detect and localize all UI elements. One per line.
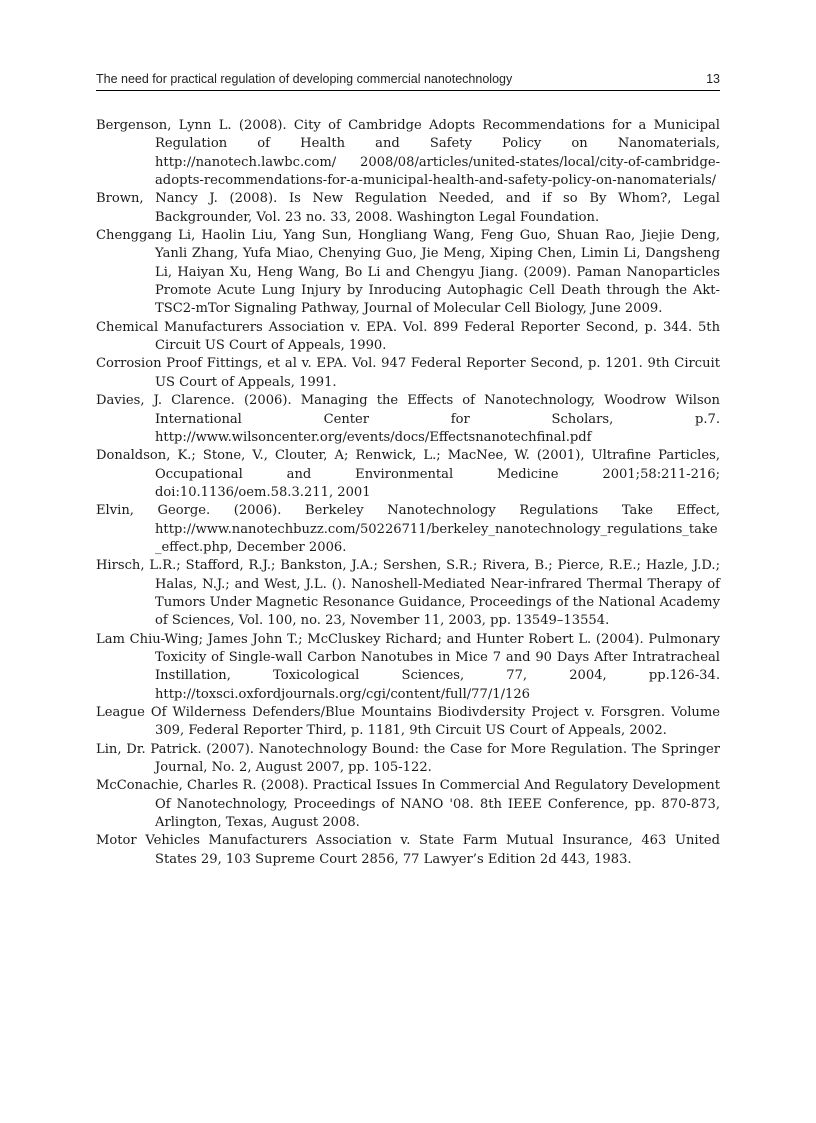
reference-entry: Davies, J. Clarence. (2006). Managing the Effects of Nanotechnology, Woodrow Wilson International Center for Scholars, p.7. http://www.wilsoncenter.org/events/docs/Effectsnanotechfinal.pdf: [96, 393, 720, 445]
reference-entry: Donaldson, K.; Stone, V., Clouter, A; Renwick, L.; MacNee, W. (2001), Ultrafine Particles, Occupational and Environmental Medicine 2001;58:211-216; doi:10.1136/oem.58.3.211, 2001: [96, 448, 720, 500]
page-number: 13: [706, 72, 720, 86]
reference-entry: Bergenson, Lynn L. (2008). City of Cambridge Adopts Recommendations for a Municipal Regulation of Health and Safety Policy on Nanomaterials, http://nanotech.lawbc.com/ 2008/08/articles/united-states/local/city-of-cambridge-adopts-recommendations-for-a-municipal-health-and-safety-policy-on-nanomaterials/: [96, 118, 720, 189]
reference-entry: League Of Wilderness Defenders/Blue Mountains Biodivdersity Project v. Forsgren. Volume 309, Federal Reporter Third, p. 1181, 9th Circuit US Court of Appeals, 2002.: [96, 705, 720, 739]
reference-entry: Elvin, George. (2006). Berkeley Nanotechnology Regulations Take Effect, http://www.nanotechbuzz.com/50226711/berkeley_nanotechnology_regulations_take_effect.php, December 2006.: [96, 503, 720, 555]
reference-list: [96, 117, 720, 869]
reference-entry: Brown, Nancy J. (2008). Is New Regulation Needed, and if so By Whom?, Legal Backgrounder, Vol. 23 no. 33, 2008. Washington Legal Foundation.: [96, 191, 720, 225]
reference-entry: Chemical Manufacturers Association v. EPA. Vol. 899 Federal Reporter Second, p. 344. 5th Circuit US Court of Appeals, 1990.: [96, 319, 720, 354]
reference-entry: Lin, Dr. Patrick. (2007). Nanotechnology Bound: the Case for More Regulation. The Springer Journal, No. 2, August 2007, pp. 105-122.: [96, 741, 720, 776]
reference-entry: Chenggang Li, Haolin Liu, Yang Sun, Hongliang Wang, Feng Guo, Shuan Rao, Jiejie Deng, Yanli Zhang, Yufa Miao, Chenying Guo, Jie Meng, Xiping Chen, Limin Li, Dangsheng Li, Haiyan Xu, Heng Wang, Bo Li and Chengyu Jiang. (2009). Paman Nanoparticles Promote Acute Lung Injury by Inroducing Autophagic Cell Death through the Akt-TSC2-mTor Signaling Pathway, Journal of Molecular Cell Biology, June 2009.: [96, 228, 720, 317]
reference-entry: Corrosion Proof Fittings, et al v. EPA. Vol. 947 Federal Reporter Second, p. 1201. 9th Circuit US Court of Appeals, 1991.: [96, 356, 720, 390]
header-title: The need for practical regulation of developing commercial nanotechnology: [96, 72, 513, 86]
running-header: [96, 70, 720, 91]
reference-entry: McConachie, Charles R. (2008). Practical Issues In Commercial And Regulatory Development Of Nanotechnology, Proceedings of NANO '08. 8th IEEE Conference, pp. 870-873, Arlington, Texas, August 2008.: [96, 778, 720, 831]
reference-entry: Lam Chiu-Wing; James John T.; McCluskey Richard; and Hunter Robert L. (2004). Pulmonary Toxicity of Single-wall Carbon Nanotubes in Mice 7 and 90 Days After Intratracheal Instillation, Toxicological Sciences, 77, 2004, pp.126-34. http://toxsci.oxfordjournals.org/cgi/content/full/77/1/126: [96, 631, 720, 702]
reference-entry: Hirsch, L.R.; Stafford, R.J.; Bankston, J.A.; Sershen, S.R.; Rivera, B.; Pierce, R.E.; Hazle, J.D.; Halas, N.J.; and West, J.L. (). Nanoshell-Mediated Near-infrared Thermal Therapy of Tumors Under Magnetic Resonance Guidance, Proceedings of the National Academy of Sciences, Vol. 100, no. 23, November 11, 2003, pp. 13549–13554.: [96, 558, 720, 629]
reference-entry: Motor Vehicles Manufacturers Association v. State Farm Mutual Insurance, 463 United States 29, 103 Supreme Court 2856, 77 Lawyer’s Edition 2d 443, 1983.: [96, 833, 720, 867]
